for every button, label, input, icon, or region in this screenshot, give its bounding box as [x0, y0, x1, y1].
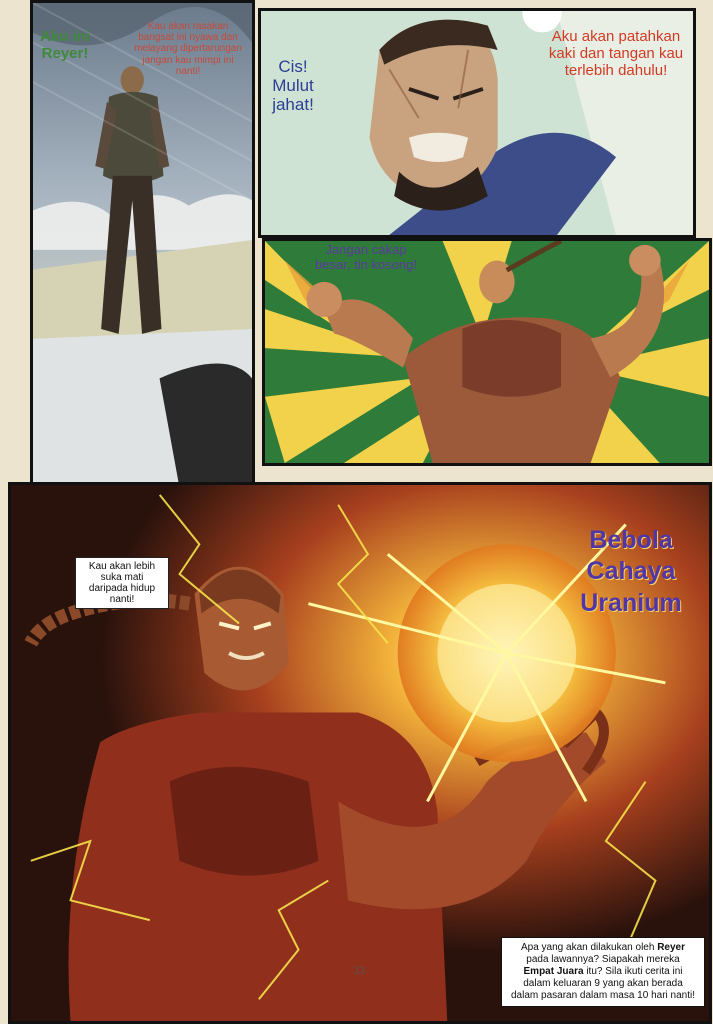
caption-line-4: dalam keluaran 9 yang akan berada	[523, 978, 683, 989]
reyer-shout-text: Aku ini Reyer!	[39, 28, 90, 62]
break-limbs-text: Aku akan patahkan kaki dan tangan kau terlebih dahulu!	[548, 28, 684, 79]
next-issue-caption	[501, 937, 705, 1007]
cis-text: Cis! Mulut jahat!	[272, 57, 314, 115]
page-number: 33	[353, 963, 365, 977]
panel-flexing	[262, 238, 712, 466]
panel-reyer-standing	[30, 0, 255, 488]
big-talk-text: Jangan cakap besar, tin kosong!	[315, 242, 417, 272]
caption-line-1: Apa yang akan dilakukan oleh Reyer	[520, 942, 686, 953]
panel-flexing-art	[265, 241, 709, 463]
threat-text: Kau akan rasakan bangsat ini nyawa dan melayang dipertarungan jangan kau mimpi ini nanti!	[134, 21, 242, 77]
caption-line-5: dalam pasaran dalam masa 10 hari nanti!	[511, 990, 695, 1001]
attack-name-text: Bebola Cahaya Uranium	[580, 526, 682, 617]
caption-line-2: pada lawannya? Siapakah mereka	[526, 954, 680, 965]
panel-energy-ball	[8, 482, 712, 1024]
caption-line-3: Empat Juara itu? Sila ikuti cerita ini	[523, 966, 683, 977]
panel-angry-face	[258, 8, 696, 238]
prefer-death-balloon: Kau akan lebih suka mati daripada hidup nanti!	[75, 557, 169, 609]
